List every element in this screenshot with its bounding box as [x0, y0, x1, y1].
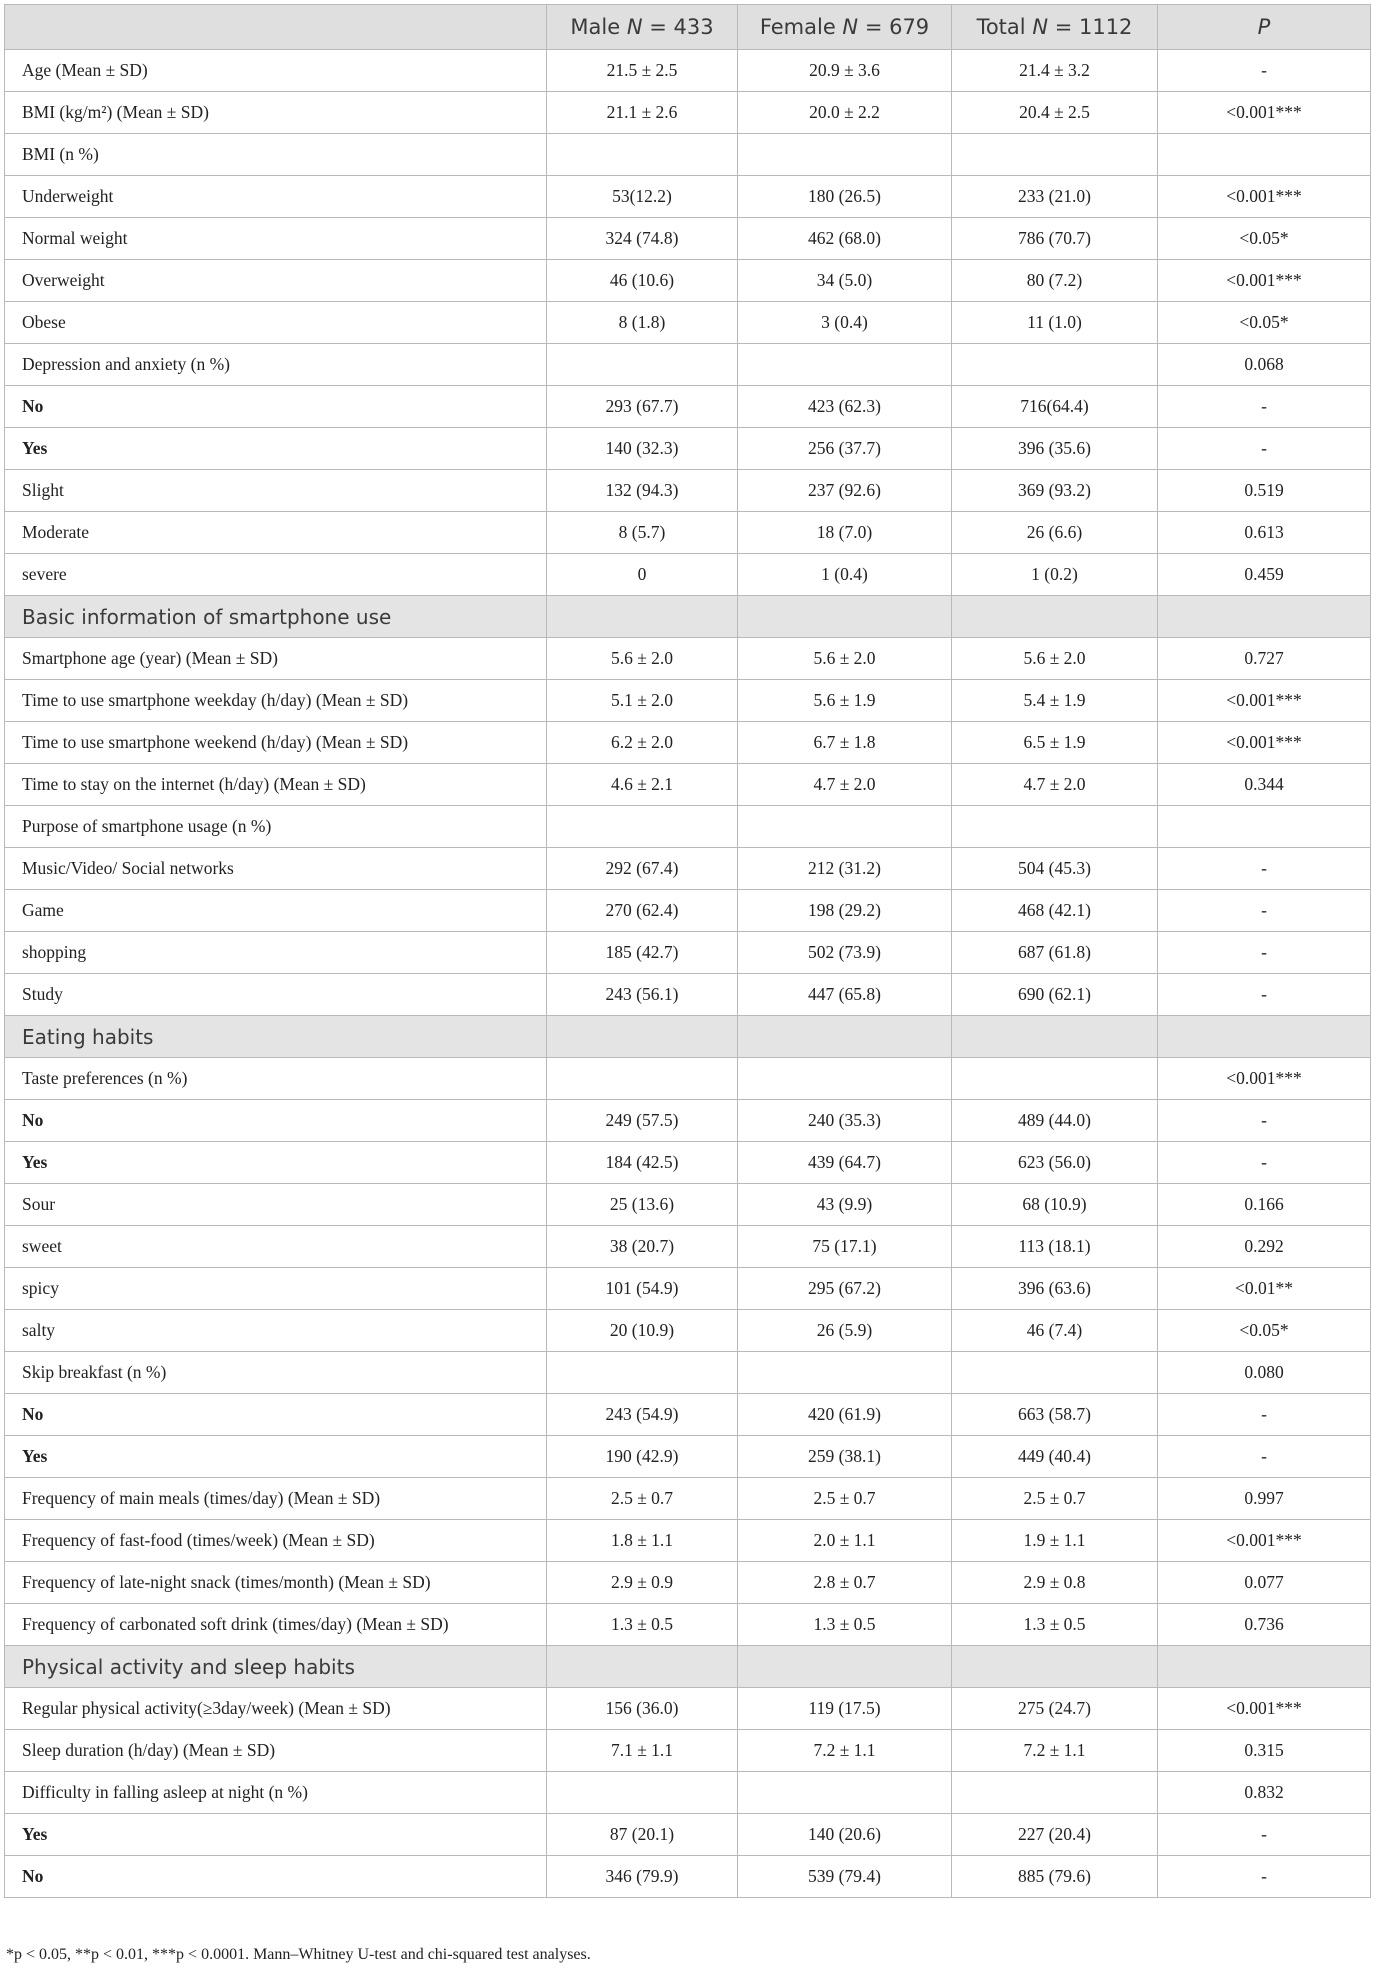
female-cell: 75 (17.1)	[738, 1226, 952, 1268]
male-cell: 5.6 ± 2.0	[547, 638, 738, 680]
row-label: Study	[5, 974, 547, 1016]
female-cell: 20.0 ± 2.2	[738, 92, 952, 134]
table-row	[5, 470, 1371, 512]
total-cell: 396 (35.6)	[952, 428, 1158, 470]
male-cell: 0	[547, 554, 738, 596]
table-row	[5, 1310, 1371, 1352]
table-row	[5, 1436, 1371, 1478]
table-row	[5, 722, 1371, 764]
table-row	[5, 638, 1371, 680]
total-cell: 46 (7.4)	[952, 1310, 1158, 1352]
total-cell: 2.9 ± 0.8	[952, 1562, 1158, 1604]
section-empty-cell	[547, 1016, 738, 1058]
total-cell: 227 (20.4)	[952, 1814, 1158, 1856]
total-cell	[952, 134, 1158, 176]
p-value-cell: -	[1158, 386, 1371, 428]
male-cell: 5.1 ± 2.0	[547, 680, 738, 722]
total-cell: 2.5 ± 0.7	[952, 1478, 1158, 1520]
p-value-cell: 0.613	[1158, 512, 1371, 554]
male-cell: 1.3 ± 0.5	[547, 1604, 738, 1646]
male-cell	[547, 134, 738, 176]
p-value-cell: -	[1158, 974, 1371, 1016]
male-cell: 190 (42.9)	[547, 1436, 738, 1478]
p-value-cell: 0.166	[1158, 1184, 1371, 1226]
section-empty-cell	[738, 1646, 952, 1688]
p-value-cell: -	[1158, 428, 1371, 470]
section-row	[5, 596, 1371, 638]
row-label: Underweight	[5, 176, 547, 218]
row-label: Overweight	[5, 260, 547, 302]
table-row	[5, 386, 1371, 428]
p-value-cell: -	[1158, 1100, 1371, 1142]
row-label: Frequency of carbonated soft drink (times/day) (Mean ± SD)	[5, 1604, 547, 1646]
table-row	[5, 806, 1371, 848]
row-label: Depression and anxiety (n %)	[5, 344, 547, 386]
male-cell: 21.1 ± 2.6	[547, 92, 738, 134]
female-cell: 420 (61.9)	[738, 1394, 952, 1436]
total-cell	[952, 344, 1158, 386]
section-row	[5, 1016, 1371, 1058]
female-cell	[738, 1772, 952, 1814]
total-cell: 369 (93.2)	[952, 470, 1158, 512]
row-label: Obese	[5, 302, 547, 344]
p-value-cell: 0.068	[1158, 344, 1371, 386]
p-value-cell: -	[1158, 932, 1371, 974]
female-cell: 20.9 ± 3.6	[738, 50, 952, 92]
row-label: shopping	[5, 932, 547, 974]
p-value-cell: -	[1158, 1394, 1371, 1436]
row-label: No	[5, 1100, 547, 1142]
section-title: Eating habits	[5, 1016, 547, 1058]
table-row	[5, 260, 1371, 302]
table-row	[5, 890, 1371, 932]
male-cell: 21.5 ± 2.5	[547, 50, 738, 92]
section-empty-cell	[952, 1646, 1158, 1688]
total-cell: 68 (10.9)	[952, 1184, 1158, 1226]
row-label: Time to stay on the internet (h/day) (Mean ± SD)	[5, 764, 547, 806]
male-cell: 7.1 ± 1.1	[547, 1730, 738, 1772]
male-cell: 2.5 ± 0.7	[547, 1478, 738, 1520]
header-total-count: = 1112	[1048, 15, 1133, 39]
total-cell: 1.9 ± 1.1	[952, 1520, 1158, 1562]
p-value-cell: 0.080	[1158, 1352, 1371, 1394]
female-cell: 423 (62.3)	[738, 386, 952, 428]
row-label: Yes	[5, 428, 547, 470]
total-cell	[952, 1772, 1158, 1814]
row-label: BMI (kg/m²) (Mean ± SD)	[5, 92, 547, 134]
female-cell: 462 (68.0)	[738, 218, 952, 260]
female-cell: 295 (67.2)	[738, 1268, 952, 1310]
male-cell: 25 (13.6)	[547, 1184, 738, 1226]
total-cell: 489 (44.0)	[952, 1100, 1158, 1142]
p-value-cell: <0.001***	[1158, 722, 1371, 764]
section-title: Basic information of smartphone use	[5, 596, 547, 638]
male-cell: 132 (94.3)	[547, 470, 738, 512]
p-value-cell: 0.077	[1158, 1562, 1371, 1604]
data-table	[4, 4, 1371, 1898]
row-label: BMI (n %)	[5, 134, 547, 176]
table-row	[5, 1184, 1371, 1226]
section-title: Physical activity and sleep habits	[5, 1646, 547, 1688]
table-row	[5, 680, 1371, 722]
p-value-cell: <0.05*	[1158, 302, 1371, 344]
table-row	[5, 1856, 1371, 1898]
total-cell: 687 (61.8)	[952, 932, 1158, 974]
row-label: No	[5, 1394, 547, 1436]
section-empty-cell	[1158, 596, 1371, 638]
male-cell: 53(12.2)	[547, 176, 738, 218]
female-cell: 43 (9.9)	[738, 1184, 952, 1226]
female-cell	[738, 134, 952, 176]
total-cell: 1 (0.2)	[952, 554, 1158, 596]
row-label: Sour	[5, 1184, 547, 1226]
total-cell: 80 (7.2)	[952, 260, 1158, 302]
female-cell: 140 (20.6)	[738, 1814, 952, 1856]
female-cell: 119 (17.5)	[738, 1688, 952, 1730]
section-empty-cell	[1158, 1016, 1371, 1058]
p-value-cell: 0.315	[1158, 1730, 1371, 1772]
female-cell: 2.5 ± 0.7	[738, 1478, 952, 1520]
table-row	[5, 1520, 1371, 1562]
p-value-cell: <0.001***	[1158, 1520, 1371, 1562]
row-label: Smartphone age (year) (Mean ± SD)	[5, 638, 547, 680]
male-cell: 185 (42.7)	[547, 932, 738, 974]
male-cell: 156 (36.0)	[547, 1688, 738, 1730]
female-cell: 502 (73.9)	[738, 932, 952, 974]
section-row	[5, 1646, 1371, 1688]
p-value-cell: <0.001***	[1158, 176, 1371, 218]
female-cell: 3 (0.4)	[738, 302, 952, 344]
male-cell: 101 (54.9)	[547, 1268, 738, 1310]
table-row	[5, 974, 1371, 1016]
total-cell: 786 (70.7)	[952, 218, 1158, 260]
male-cell: 184 (42.5)	[547, 1142, 738, 1184]
row-label: Moderate	[5, 512, 547, 554]
table-row	[5, 1604, 1371, 1646]
header-female-count: = 679	[858, 15, 930, 39]
total-cell: 20.4 ± 2.5	[952, 92, 1158, 134]
row-label: Purpose of smartphone usage (n %)	[5, 806, 547, 848]
header-total-n: N	[1032, 15, 1049, 39]
female-cell: 26 (5.9)	[738, 1310, 952, 1352]
table-row	[5, 764, 1371, 806]
male-cell: 38 (20.7)	[547, 1226, 738, 1268]
female-cell: 198 (29.2)	[738, 890, 952, 932]
table-row	[5, 1226, 1371, 1268]
male-cell: 2.9 ± 0.9	[547, 1562, 738, 1604]
header-row	[5, 5, 1371, 50]
female-cell: 259 (38.1)	[738, 1436, 952, 1478]
table-row	[5, 1100, 1371, 1142]
total-cell: 449 (40.4)	[952, 1436, 1158, 1478]
row-label: Music/Video/ Social networks	[5, 848, 547, 890]
table-row	[5, 302, 1371, 344]
table-row	[5, 1814, 1371, 1856]
female-cell: 2.8 ± 0.7	[738, 1562, 952, 1604]
female-cell: 256 (37.7)	[738, 428, 952, 470]
p-value-cell: -	[1158, 1814, 1371, 1856]
row-label: Slight	[5, 470, 547, 512]
male-cell: 46 (10.6)	[547, 260, 738, 302]
table-body	[5, 50, 1371, 1898]
p-value-cell: 0.292	[1158, 1226, 1371, 1268]
row-label: spicy	[5, 1268, 547, 1310]
female-cell: 1.3 ± 0.5	[738, 1604, 952, 1646]
p-value-cell: <0.05*	[1158, 218, 1371, 260]
table-row	[5, 1394, 1371, 1436]
header-male	[547, 5, 738, 50]
header-male-count: = 433	[642, 15, 714, 39]
section-empty-cell	[738, 1016, 952, 1058]
table-row	[5, 554, 1371, 596]
female-cell: 447 (65.8)	[738, 974, 952, 1016]
total-cell: 26 (6.6)	[952, 512, 1158, 554]
total-cell: 113 (18.1)	[952, 1226, 1158, 1268]
total-cell	[952, 1058, 1158, 1100]
row-label: Regular physical activity(≥3day/week) (Mean ± SD)	[5, 1688, 547, 1730]
header-female-text: Female	[759, 15, 843, 39]
table-row	[5, 1058, 1371, 1100]
row-label: Skip breakfast (n %)	[5, 1352, 547, 1394]
header-total-text: Total	[976, 15, 1033, 39]
p-value-cell: -	[1158, 848, 1371, 890]
female-cell: 212 (31.2)	[738, 848, 952, 890]
total-cell: 4.7 ± 2.0	[952, 764, 1158, 806]
p-value-cell	[1158, 134, 1371, 176]
row-label: Time to use smartphone weekend (h/day) (Mean ± SD)	[5, 722, 547, 764]
table-row	[5, 1688, 1371, 1730]
female-cell: 7.2 ± 1.1	[738, 1730, 952, 1772]
table-row	[5, 1730, 1371, 1772]
male-cell: 293 (67.7)	[547, 386, 738, 428]
male-cell: 20 (10.9)	[547, 1310, 738, 1352]
p-value-cell: 0.727	[1158, 638, 1371, 680]
male-cell: 243 (54.9)	[547, 1394, 738, 1436]
table-row	[5, 344, 1371, 386]
row-label: salty	[5, 1310, 547, 1352]
row-label: Time to use smartphone weekday (h/day) (Mean ± SD)	[5, 680, 547, 722]
p-value-cell: 0.519	[1158, 470, 1371, 512]
female-cell: 6.7 ± 1.8	[738, 722, 952, 764]
p-value-cell: -	[1158, 1856, 1371, 1898]
male-cell: 87 (20.1)	[547, 1814, 738, 1856]
total-cell: 396 (63.6)	[952, 1268, 1158, 1310]
total-cell: 663 (58.7)	[952, 1394, 1158, 1436]
table-row	[5, 1268, 1371, 1310]
table-row	[5, 848, 1371, 890]
row-label: Yes	[5, 1142, 547, 1184]
p-value-cell: <0.001***	[1158, 1058, 1371, 1100]
p-value-cell: <0.001***	[1158, 680, 1371, 722]
table-row	[5, 1478, 1371, 1520]
male-cell: 140 (32.3)	[547, 428, 738, 470]
male-cell: 270 (62.4)	[547, 890, 738, 932]
female-cell: 18 (7.0)	[738, 512, 952, 554]
female-cell: 5.6 ± 2.0	[738, 638, 952, 680]
row-label: Yes	[5, 1436, 547, 1478]
male-cell: 6.2 ± 2.0	[547, 722, 738, 764]
total-cell: 6.5 ± 1.9	[952, 722, 1158, 764]
row-label: Frequency of main meals (times/day) (Mean ± SD)	[5, 1478, 547, 1520]
row-label: sweet	[5, 1226, 547, 1268]
table-footnote: *p < 0.05, **p < 0.01, ***p < 0.0001. Mann–Whitney U-test and chi-squared test analyses.	[6, 1946, 591, 1963]
male-cell: 249 (57.5)	[547, 1100, 738, 1142]
total-cell: 1.3 ± 0.5	[952, 1604, 1158, 1646]
row-label: Yes	[5, 1814, 547, 1856]
row-label: Difficulty in falling asleep at night (n %)	[5, 1772, 547, 1814]
section-empty-cell	[1158, 1646, 1371, 1688]
male-cell	[547, 1058, 738, 1100]
header-male-text: Male	[570, 15, 627, 39]
female-cell	[738, 1058, 952, 1100]
table-row	[5, 1772, 1371, 1814]
row-label: Sleep duration (h/day) (Mean ± SD)	[5, 1730, 547, 1772]
table-row	[5, 1352, 1371, 1394]
header-female	[738, 5, 952, 50]
p-value-cell: <0.001***	[1158, 260, 1371, 302]
total-cell	[952, 806, 1158, 848]
section-empty-cell	[738, 596, 952, 638]
p-value-cell: -	[1158, 1436, 1371, 1478]
row-label: Frequency of fast-food (times/week) (Mean ± SD)	[5, 1520, 547, 1562]
table-header	[5, 5, 1371, 50]
total-cell: 468 (42.1)	[952, 890, 1158, 932]
male-cell	[547, 806, 738, 848]
row-label: Frequency of late-night snack (times/month) (Mean ± SD)	[5, 1562, 547, 1604]
female-cell: 4.7 ± 2.0	[738, 764, 952, 806]
total-cell: 7.2 ± 1.1	[952, 1730, 1158, 1772]
male-cell: 8 (1.8)	[547, 302, 738, 344]
total-cell: 5.4 ± 1.9	[952, 680, 1158, 722]
p-value-cell: -	[1158, 1142, 1371, 1184]
p-value-cell: 0.459	[1158, 554, 1371, 596]
table-row	[5, 176, 1371, 218]
total-cell: 885 (79.6)	[952, 1856, 1158, 1898]
table-row	[5, 428, 1371, 470]
female-cell: 237 (92.6)	[738, 470, 952, 512]
female-cell	[738, 344, 952, 386]
total-cell: 233 (21.0)	[952, 176, 1158, 218]
male-cell	[547, 344, 738, 386]
section-empty-cell	[547, 1646, 738, 1688]
male-cell: 292 (67.4)	[547, 848, 738, 890]
table-row	[5, 134, 1371, 176]
table-row	[5, 512, 1371, 554]
male-cell: 1.8 ± 1.1	[547, 1520, 738, 1562]
p-value-cell: -	[1158, 890, 1371, 932]
female-cell	[738, 1352, 952, 1394]
table-row	[5, 92, 1371, 134]
header-p-value	[1158, 5, 1371, 50]
table-row	[5, 50, 1371, 92]
male-cell	[547, 1772, 738, 1814]
row-label: Game	[5, 890, 547, 932]
total-cell: 21.4 ± 3.2	[952, 50, 1158, 92]
row-label: severe	[5, 554, 547, 596]
female-cell: 180 (26.5)	[738, 176, 952, 218]
total-cell: 11 (1.0)	[952, 302, 1158, 344]
total-cell: 716(64.4)	[952, 386, 1158, 428]
female-cell: 1 (0.4)	[738, 554, 952, 596]
p-value-cell: <0.05*	[1158, 1310, 1371, 1352]
section-empty-cell	[952, 596, 1158, 638]
p-value-cell	[1158, 806, 1371, 848]
header-female-n: N	[842, 15, 859, 39]
p-value-cell: 0.832	[1158, 1772, 1371, 1814]
row-label: Normal weight	[5, 218, 547, 260]
header-male-n: N	[626, 15, 643, 39]
p-value-cell: 0.736	[1158, 1604, 1371, 1646]
male-cell: 8 (5.7)	[547, 512, 738, 554]
p-value-cell: -	[1158, 50, 1371, 92]
male-cell: 346 (79.9)	[547, 1856, 738, 1898]
p-value-cell: <0.01**	[1158, 1268, 1371, 1310]
header-label-column	[5, 5, 547, 50]
female-cell: 2.0 ± 1.1	[738, 1520, 952, 1562]
total-cell: 690 (62.1)	[952, 974, 1158, 1016]
table-row	[5, 1562, 1371, 1604]
female-cell: 539 (79.4)	[738, 1856, 952, 1898]
female-cell: 34 (5.0)	[738, 260, 952, 302]
section-empty-cell	[547, 596, 738, 638]
row-label: Age (Mean ± SD)	[5, 50, 547, 92]
p-value-cell: <0.001***	[1158, 92, 1371, 134]
section-empty-cell	[952, 1016, 1158, 1058]
female-cell: 439 (64.7)	[738, 1142, 952, 1184]
total-cell	[952, 1352, 1158, 1394]
row-label: Taste preferences (n %)	[5, 1058, 547, 1100]
table-row	[5, 932, 1371, 974]
p-value-cell: 0.344	[1158, 764, 1371, 806]
female-cell: 5.6 ± 1.9	[738, 680, 952, 722]
p-value-cell: <0.001***	[1158, 1688, 1371, 1730]
female-cell	[738, 806, 952, 848]
table-row	[5, 1142, 1371, 1184]
male-cell: 243 (56.1)	[547, 974, 738, 1016]
row-label: No	[5, 1856, 547, 1898]
male-cell: 324 (74.8)	[547, 218, 738, 260]
header-p-text: P	[1257, 15, 1271, 39]
male-cell	[547, 1352, 738, 1394]
total-cell: 623 (56.0)	[952, 1142, 1158, 1184]
male-cell: 4.6 ± 2.1	[547, 764, 738, 806]
total-cell: 275 (24.7)	[952, 1688, 1158, 1730]
row-label: No	[5, 386, 547, 428]
female-cell: 240 (35.3)	[738, 1100, 952, 1142]
p-value-cell: 0.997	[1158, 1478, 1371, 1520]
total-cell: 5.6 ± 2.0	[952, 638, 1158, 680]
header-total	[952, 5, 1158, 50]
table-row	[5, 218, 1371, 260]
total-cell: 504 (45.3)	[952, 848, 1158, 890]
